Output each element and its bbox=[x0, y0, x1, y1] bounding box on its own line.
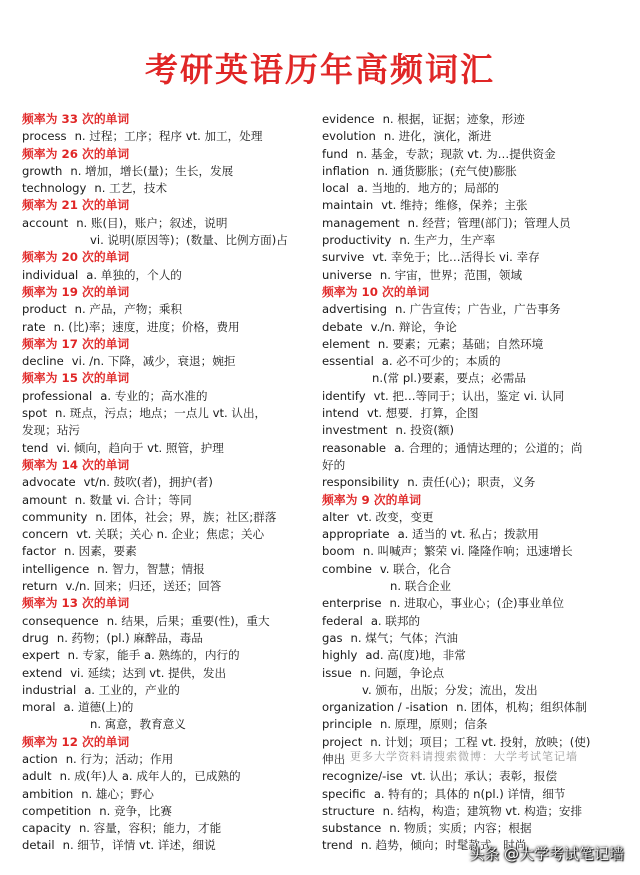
vocab-definition-continued: n. 联合企业 bbox=[390, 579, 452, 594]
vocab-definition: n. 叫喊声；繁荣 vi. 隆隆作响；迅速增长 bbox=[362, 544, 573, 559]
vocab-word: alter bbox=[322, 509, 349, 524]
vocab-word: debate bbox=[322, 319, 363, 334]
vocab-word: advocate bbox=[22, 475, 76, 490]
vocab-entry bbox=[22, 163, 312, 180]
vocab-definition: n. 团体，社会；界，族；社区;群落 bbox=[95, 509, 277, 524]
vocab-word: ambition bbox=[22, 786, 74, 801]
frequency-heading: 频率为 9 次的单词 bbox=[322, 492, 422, 507]
vocab-word: extend bbox=[22, 665, 63, 680]
vocab-entry bbox=[322, 613, 620, 630]
vocab-entry bbox=[22, 180, 312, 197]
vocab-definition: n. 因素，要素 bbox=[63, 544, 137, 559]
vocab-entry bbox=[322, 146, 620, 163]
vocab-definition: n. 基金，专款；现款 vt. 为…提供资金 bbox=[356, 146, 556, 161]
vocab-entry bbox=[322, 319, 620, 336]
vocab-entry bbox=[322, 647, 620, 664]
vocab-word: highly bbox=[322, 648, 358, 663]
vocab-definition: n. 经营；管理(部门)；管理人员 bbox=[407, 215, 571, 230]
vocab-definition: a. 特有的；具体的 n(pl.) 详情，细节 bbox=[373, 786, 566, 801]
vocab-word: inflation bbox=[322, 163, 370, 178]
vocab-definition: vt. 想要．打算，企图 bbox=[366, 406, 479, 421]
vocab-entry bbox=[22, 128, 312, 145]
vocab-definition: v./n. 辩论，争论 bbox=[370, 319, 457, 334]
vocab-definition: n. 问题，争论点 bbox=[359, 665, 445, 680]
vocab-definition: n. 产品，产物；乘积 bbox=[74, 302, 183, 317]
vocab-definition: n. 计划；项目；工程 vt. 投射，放映；(使) bbox=[370, 734, 591, 749]
vocab-entry bbox=[322, 215, 620, 232]
vocab-definition: n. 进化，演化，渐进 bbox=[383, 129, 492, 144]
vocab-word: intelligence bbox=[22, 561, 90, 576]
vocab-entry bbox=[22, 561, 312, 578]
vocab-entry bbox=[322, 509, 620, 526]
vocab-definition: vi. 延续；达到 vt. 提供，发出 bbox=[70, 665, 227, 680]
vocab-word: boom bbox=[322, 544, 355, 559]
frequency-heading: 频率为 20 次的单词 bbox=[22, 250, 130, 265]
frequency-heading: 频率为 33 次的单词 bbox=[22, 112, 130, 126]
vocab-word: advertising bbox=[322, 302, 387, 317]
vocab-definition: n. 责任(心)；职责，义务 bbox=[407, 475, 536, 490]
frequency-heading: 频率为 26 次的单词 bbox=[22, 146, 130, 161]
watermark-text: 更多大学资料请搜索微博：大学考试笔记墙 bbox=[350, 750, 578, 763]
vocab-entry bbox=[322, 422, 620, 439]
vocab-word: process bbox=[22, 129, 67, 144]
vocab-definition: vt. 维持；维修，保养；主张 bbox=[381, 198, 528, 213]
vocab-word: individual bbox=[22, 267, 79, 282]
vocab-word: return bbox=[22, 579, 58, 594]
vocab-entry bbox=[322, 786, 620, 803]
vocab-entry bbox=[322, 336, 620, 353]
vocab-definition: vi. 倾向，趋向于 vt. 照管，护理 bbox=[56, 440, 224, 455]
vocab-entry bbox=[22, 837, 312, 854]
vocab-entry bbox=[22, 301, 312, 318]
frequency-heading: 频率为 10 次的单词 bbox=[322, 284, 430, 299]
vocab-word: reasonable bbox=[322, 440, 387, 455]
vocab-word: gas bbox=[322, 630, 343, 645]
vocab-definition: ad. 高(度)地，非常 bbox=[365, 648, 466, 663]
vocab-word: fund bbox=[322, 146, 349, 161]
vocab-entry bbox=[322, 474, 620, 491]
vocab-definition: n. 趋势，倾向；时髦款式，时尚 bbox=[360, 838, 527, 853]
vocab-word: adult bbox=[22, 769, 52, 784]
vocab-word: substance bbox=[322, 821, 382, 836]
vocab-word: detail bbox=[22, 838, 55, 853]
vocab-definition: n. 成(年)人 a. 成年人的，已成熟的 bbox=[59, 769, 241, 784]
vocab-column-right bbox=[322, 111, 620, 855]
vocab-word: tend bbox=[22, 440, 49, 455]
vocab-entry bbox=[22, 699, 312, 716]
vocab-word: evidence bbox=[322, 112, 375, 126]
vocab-entry bbox=[22, 578, 312, 595]
vocab-definition: a. 合理的；通情达理的；公道的；尚 bbox=[394, 440, 583, 455]
vocab-word: action bbox=[22, 751, 58, 766]
vocab-entry bbox=[322, 526, 620, 543]
page-title: 考研英语历年高频词汇 bbox=[145, 50, 495, 89]
vocab-entry bbox=[322, 543, 620, 560]
vocab-word: industrial bbox=[22, 682, 77, 697]
vocab-word: productivity bbox=[322, 233, 392, 248]
vocab-entry bbox=[322, 353, 620, 370]
vocab-column-left bbox=[22, 111, 312, 855]
vocab-entry bbox=[22, 613, 312, 630]
vocab-entry bbox=[322, 232, 620, 249]
frequency-heading: 频率为 13 次的单词 bbox=[22, 596, 130, 611]
vocab-definition: n. 根据，证据；迹象，形迹 bbox=[382, 112, 525, 126]
vocab-entry bbox=[322, 180, 620, 197]
vocab-definition: vt. 关联；关心 n. 企业；焦虑；关心 bbox=[76, 527, 265, 542]
frequency-heading: 频率为 15 次的单词 bbox=[22, 371, 130, 386]
vocab-definition: vt. 把…等同于；认出，鉴定 vi. 认同 bbox=[373, 388, 565, 403]
vocab-word: decline bbox=[22, 354, 64, 369]
vocab-word: factor bbox=[22, 544, 56, 559]
vocab-entry bbox=[22, 543, 312, 560]
vocab-word: appropriate bbox=[322, 527, 390, 542]
vocab-definition: n. 要素；元素；基础；自然环境 bbox=[377, 336, 544, 351]
vocab-entry bbox=[322, 716, 620, 733]
vocab-word: competition bbox=[22, 803, 92, 818]
vocab-definition: a. 联邦的 bbox=[370, 613, 421, 628]
vocab-word: investment bbox=[322, 423, 388, 438]
vocab-entry bbox=[22, 630, 312, 647]
vocab-word: product bbox=[22, 302, 67, 317]
vocab-definition: n. 数量 vi. 合计；等同 bbox=[74, 492, 192, 507]
frequency-heading: 频率为 12 次的单词 bbox=[22, 734, 130, 749]
brand-watermark: 头条 @大学考试笔记墙 bbox=[469, 845, 624, 863]
vocab-definition: n. 原理，原则；信条 bbox=[380, 717, 488, 732]
vocab-word: community bbox=[22, 509, 88, 524]
vocab-definition: n. 结果，后果；重要(性)，重大 bbox=[106, 613, 270, 628]
vocab-word: technology bbox=[22, 181, 87, 196]
vocab-entry bbox=[322, 768, 620, 785]
vocab-definition: n. 广告宣传；广告业，广告事务 bbox=[394, 302, 561, 317]
vocab-definition: n. 细节，详情 vt. 详述，细说 bbox=[62, 838, 216, 853]
vocab-entry bbox=[22, 388, 312, 405]
vocab-definition-continued: 发现；玷污 bbox=[22, 423, 80, 438]
vocab-definition: n. 雄心；野心 bbox=[81, 786, 154, 801]
vocab-entry bbox=[22, 474, 312, 491]
vocab-definition: n. 煤气；气体；汽油 bbox=[350, 630, 458, 645]
vocab-definition-continued: 好的 bbox=[322, 457, 346, 472]
vocab-definition: n. 专家，能手 a. 熟练的，内行的 bbox=[67, 648, 240, 663]
vocab-definition: n. 团体，机构；组织体制 bbox=[456, 700, 587, 715]
vocab-word: responsibility bbox=[322, 475, 400, 490]
vocab-entry bbox=[22, 509, 312, 526]
vocab-word: professional bbox=[22, 388, 93, 403]
vocab-definition: n. 竞争，比赛 bbox=[99, 803, 172, 818]
vocab-word: maintain bbox=[322, 198, 374, 213]
vocab-word: essential bbox=[322, 354, 374, 369]
vocab-definition: a. 当地的．地方的；局部的 bbox=[357, 181, 500, 196]
frequency-heading: 频率为 21 次的单词 bbox=[22, 198, 130, 213]
vocab-entry bbox=[22, 820, 312, 837]
vocab-definition: a. 工业的，产业的 bbox=[84, 682, 180, 697]
vocab-word: element bbox=[322, 336, 370, 351]
vocab-entry bbox=[322, 803, 620, 820]
vocab-word: intend bbox=[322, 406, 359, 421]
vocab-entry bbox=[22, 751, 312, 768]
vocab-definition: n. 宇宙，世界；范围，领域 bbox=[379, 267, 523, 282]
vocab-entry bbox=[22, 682, 312, 699]
vocab-definition: n. 行为；活动；作用 bbox=[65, 751, 174, 766]
vocab-word: evolution bbox=[322, 129, 376, 144]
frequency-heading: 频率为 14 次的单词 bbox=[22, 457, 130, 472]
vocab-definition: vt. 认出；承认；表彰，报偿 bbox=[410, 769, 558, 784]
vocab-entry bbox=[22, 353, 312, 370]
vocab-word: recognize/-ise bbox=[322, 769, 403, 784]
vocab-word: trend bbox=[322, 838, 353, 853]
vocab-definition: v. 联合，化合 bbox=[379, 561, 452, 576]
vocab-entry bbox=[22, 526, 312, 543]
vocab-word: drug bbox=[22, 630, 49, 645]
vocab-definition-continued: vi. 说明(原因等)；(数量、比例方面)占 bbox=[90, 233, 288, 248]
vocab-entry bbox=[22, 492, 312, 509]
vocab-definition: a. 道德(上)的 bbox=[63, 700, 134, 715]
vocab-entry bbox=[322, 440, 620, 457]
vocab-definition: n. 过程；工序；程序 vt. 加工，处理 bbox=[74, 129, 263, 144]
vocab-word: project bbox=[322, 734, 363, 749]
vocab-entry bbox=[322, 267, 620, 284]
vocab-word: organization / -isation bbox=[322, 700, 449, 715]
vocab-entry bbox=[322, 128, 620, 145]
vocab-definition: n. 容量，容积；能力，才能 bbox=[78, 821, 222, 836]
vocab-word: account bbox=[22, 215, 69, 230]
vocab-definition-continued: n. 寓意，教育意义 bbox=[90, 717, 186, 732]
vocab-word: identify bbox=[322, 388, 366, 403]
vocab-word: capacity bbox=[22, 821, 71, 836]
vocab-definition: vt/n. 鼓吹(者)，拥护(者) bbox=[83, 475, 213, 490]
vocab-word: survive bbox=[322, 250, 365, 265]
vocab-definition: n. 通货膨胀；(充气使)膨胀 bbox=[377, 163, 517, 178]
vocab-entry bbox=[322, 665, 620, 682]
vocab-word: federal bbox=[322, 613, 363, 628]
vocab-entry bbox=[22, 647, 312, 664]
vocab-definition: vt. 幸免于；比…活得长 vi. 幸存 bbox=[372, 250, 540, 265]
vocab-word: combine bbox=[322, 561, 372, 576]
vocab-entry bbox=[22, 665, 312, 682]
vocab-definition: n. 结构，构造；建筑物 vt. 构造；安排 bbox=[382, 803, 583, 818]
vocab-definition: a. 专业的；高水准的 bbox=[100, 388, 208, 403]
vocab-definition: n. 工艺，技术 bbox=[94, 181, 168, 196]
vocab-word: specific bbox=[322, 786, 366, 801]
vocab-definition: n. 智力，智慧；情报 bbox=[97, 561, 205, 576]
vocab-entry bbox=[322, 561, 620, 578]
vocab-word: growth bbox=[22, 163, 63, 178]
vocab-entry bbox=[322, 630, 620, 647]
vocab-entry bbox=[22, 319, 312, 336]
vocab-definition-continued: 伸出 bbox=[322, 751, 346, 766]
vocab-entry bbox=[22, 405, 312, 422]
vocab-entry bbox=[22, 786, 312, 803]
frequency-heading: 频率为 19 次的单词 bbox=[22, 284, 130, 299]
vocab-definition: a. 单独的，个人的 bbox=[86, 267, 182, 282]
vocab-definition: vt. 改变，变更 bbox=[356, 509, 434, 524]
vocab-definition: a. 必不可少的；本质的 bbox=[381, 354, 501, 369]
vocab-definition: n. 药物；(pl.) 麻醉品，毒品 bbox=[56, 630, 203, 645]
vocab-definition: n. 投资(额) bbox=[395, 423, 455, 438]
vocab-word: consequence bbox=[22, 613, 99, 628]
vocab-definition-continued: v. 颁布，出版；分发；流出，发出 bbox=[362, 682, 538, 697]
vocab-definition: n. 生产力，生产率 bbox=[399, 233, 496, 248]
vocab-word: issue bbox=[322, 665, 352, 680]
vocab-word: principle bbox=[322, 717, 373, 732]
vocab-definition: n. (比)率；速度，进度；价格，费用 bbox=[53, 319, 240, 334]
vocab-entry bbox=[322, 197, 620, 214]
vocab-entry bbox=[22, 440, 312, 457]
vocab-definition: n. 增加，增长(量)；生长，发展 bbox=[70, 163, 234, 178]
vocab-entry bbox=[322, 249, 620, 266]
vocab-entry bbox=[322, 111, 620, 128]
vocab-definition: n. 物质；实质；内容；根据 bbox=[389, 821, 532, 836]
vocab-definition: n. 斑点，污点；地点；一点儿 vt. 认出， bbox=[55, 406, 267, 421]
vocab-definition: a. 适当的 vt. 私占；拨款用 bbox=[397, 527, 539, 542]
vocab-entry bbox=[322, 595, 620, 612]
vocab-entry bbox=[22, 803, 312, 820]
vocab-word: expert bbox=[22, 648, 60, 663]
vocab-word: moral bbox=[22, 700, 56, 715]
vocab-word: rate bbox=[22, 319, 46, 334]
vocab-entry bbox=[322, 699, 620, 716]
vocab-word: amount bbox=[22, 492, 67, 507]
vocab-word: enterprise bbox=[322, 596, 382, 611]
vocab-word: structure bbox=[322, 803, 375, 818]
vocab-word: local bbox=[322, 181, 350, 196]
vocab-definition-continued: n.(常 pl.)要素，要点；必需品 bbox=[372, 371, 526, 386]
vocab-definition: n. 账(目)，账户；叙述，说明 bbox=[76, 215, 228, 230]
vocab-word: universe bbox=[322, 267, 372, 282]
vocab-entry bbox=[322, 388, 620, 405]
vocab-definition: vi. /n. 下降，减少，衰退；婉拒 bbox=[71, 354, 236, 369]
vocab-entry bbox=[322, 301, 620, 318]
vocab-word: spot bbox=[22, 406, 48, 421]
vocab-definition: v./n. 回来；归还，送还；回答 bbox=[65, 579, 222, 594]
vocab-word: management bbox=[322, 215, 400, 230]
vocab-entry bbox=[322, 163, 620, 180]
vocab-entry bbox=[22, 215, 312, 232]
vocab-definition: n. 进取心，事业心；(企)事业单位 bbox=[389, 596, 564, 611]
vocab-entry bbox=[322, 820, 620, 837]
vocab-entry bbox=[22, 267, 312, 284]
frequency-heading: 频率为 17 次的单词 bbox=[22, 336, 130, 351]
vocab-entry bbox=[22, 768, 312, 785]
vocab-word: concern bbox=[22, 527, 69, 542]
vocab-entry bbox=[322, 405, 620, 422]
